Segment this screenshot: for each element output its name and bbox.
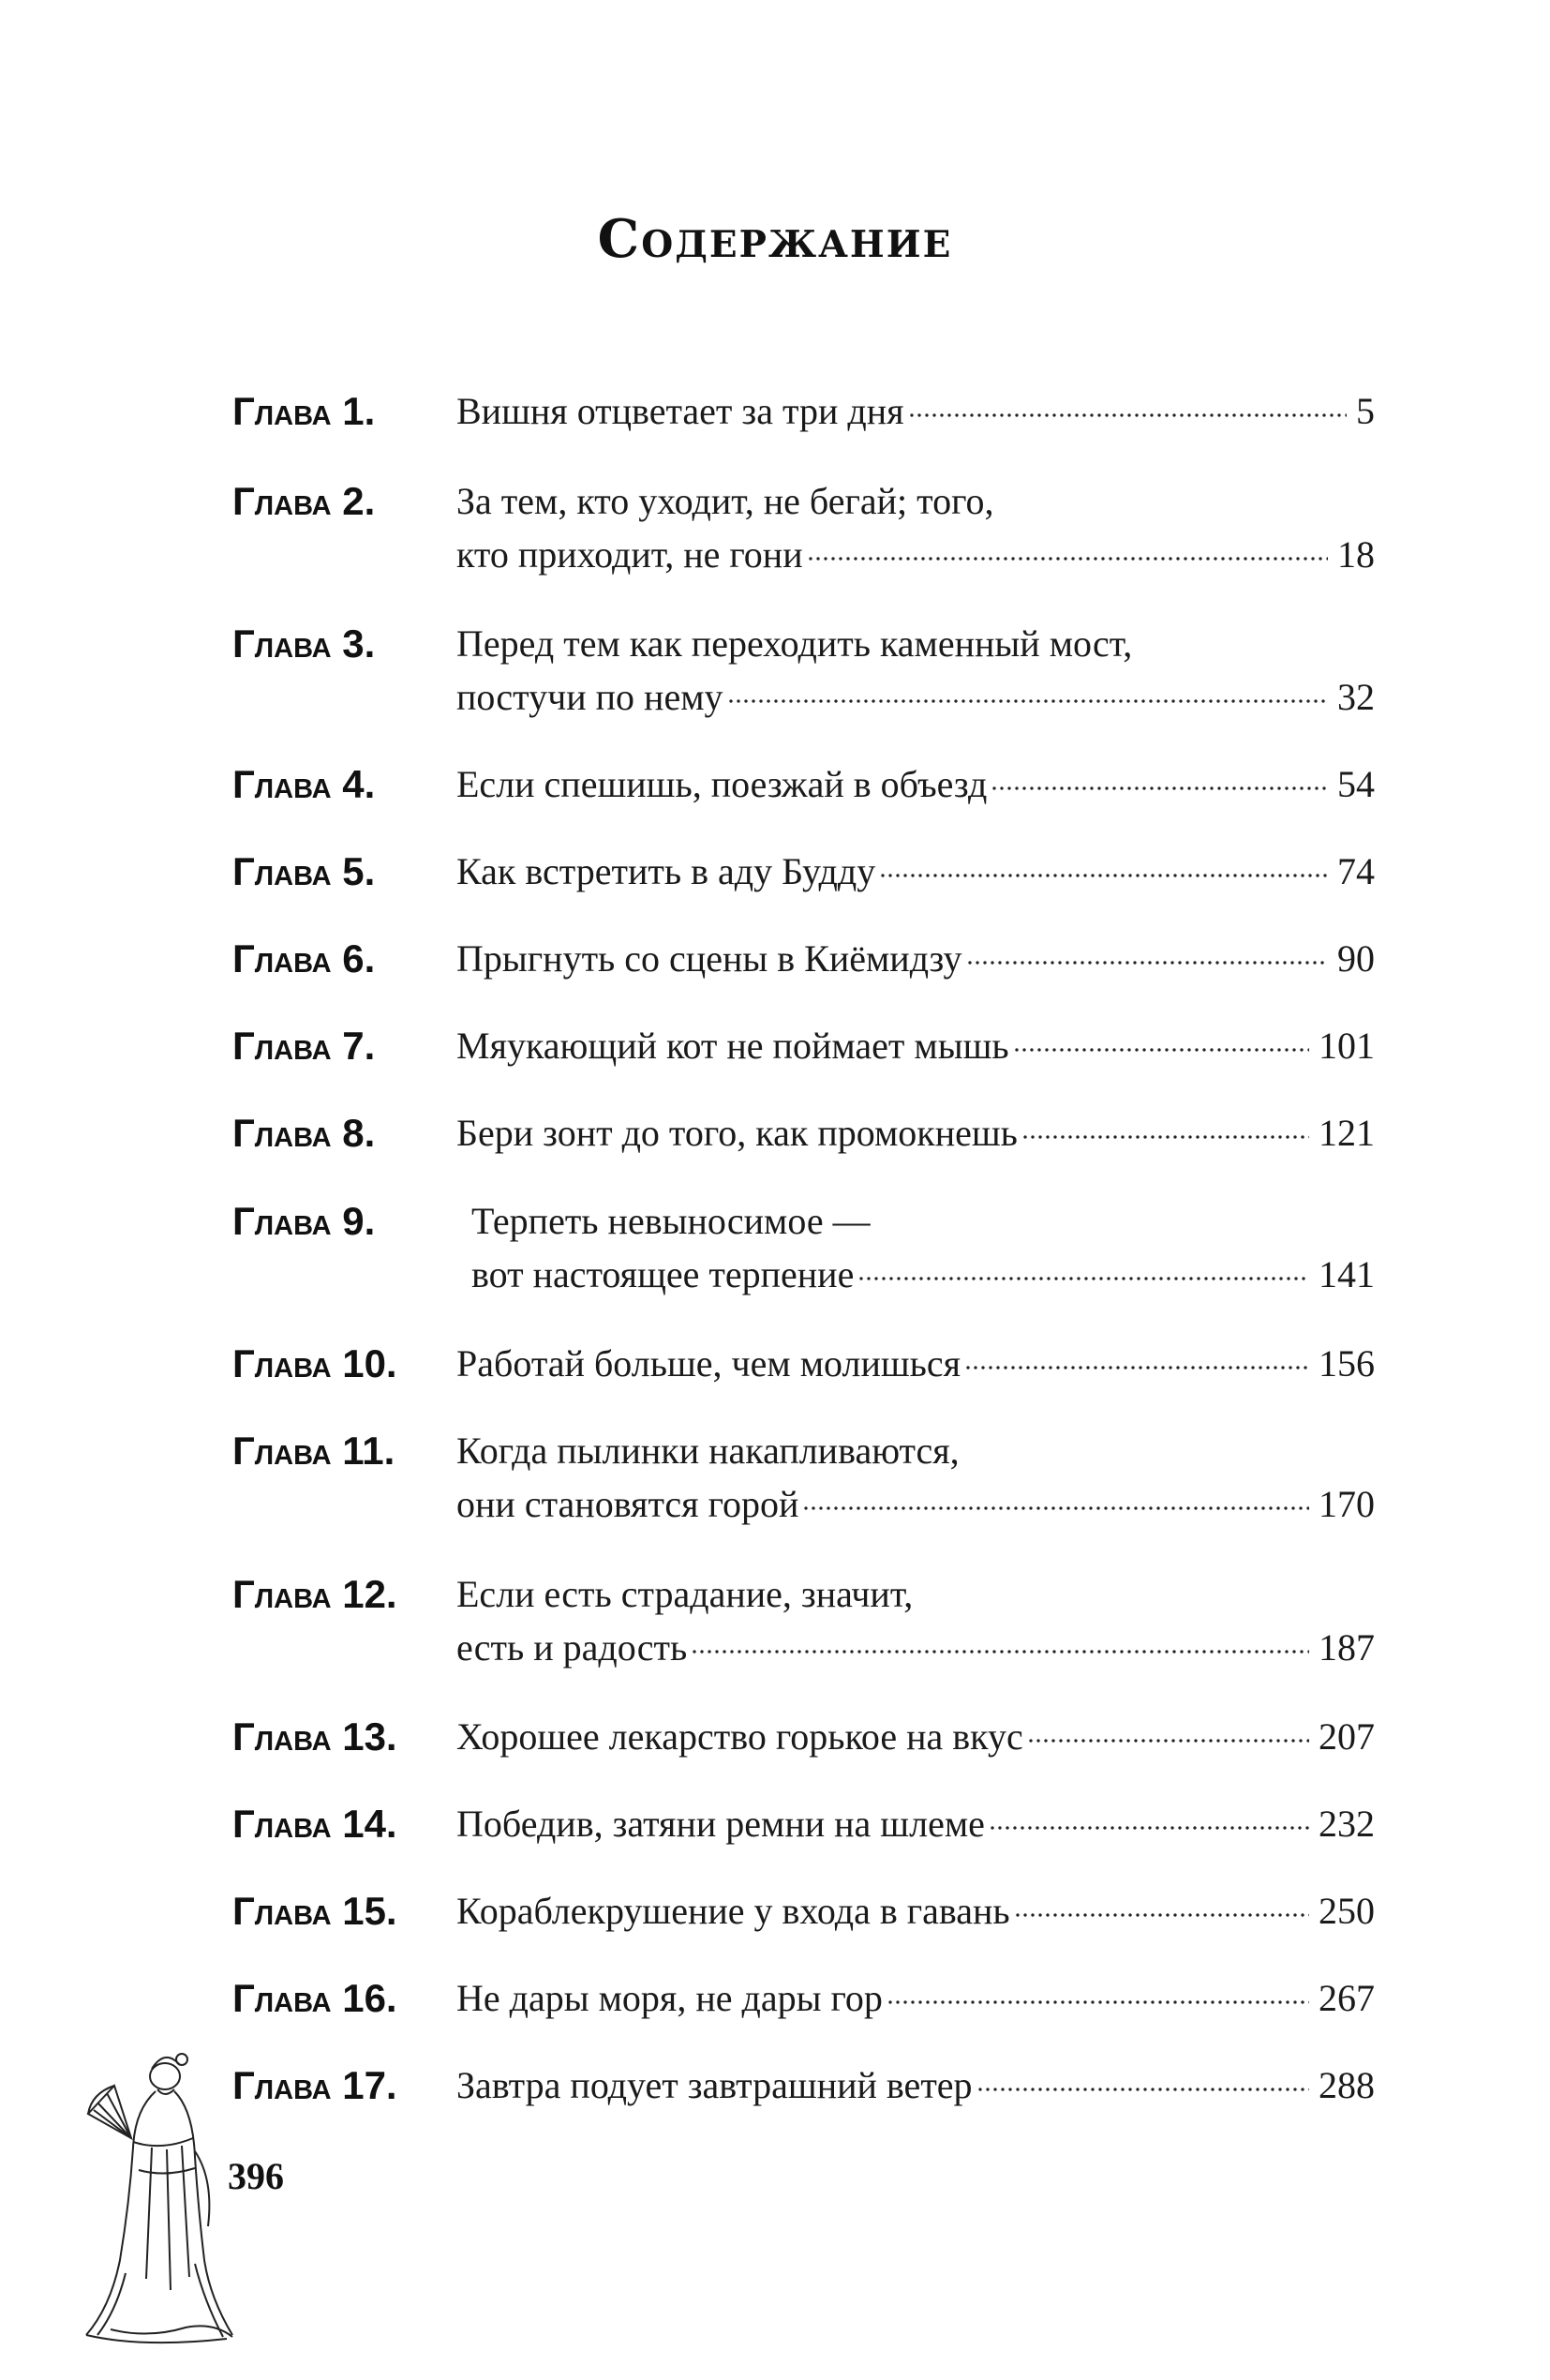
chapter-label: Глава 16. bbox=[232, 1976, 397, 2020]
chapter-page-number: 74 bbox=[1337, 850, 1375, 892]
chapter-title-last-line bbox=[456, 386, 1375, 437]
chapter-page-number: 90 bbox=[1337, 937, 1375, 980]
chapter-title-text: Перед тем как переходить каменный мост, bbox=[456, 622, 1133, 665]
chapter-title-text: Работай больше, чем молишься bbox=[456, 1342, 961, 1385]
dot-leader bbox=[879, 871, 1328, 880]
chapter-label: Глава 14. bbox=[232, 1802, 397, 1846]
chapter-title-text: Кораблекрушение у входа в гавань bbox=[456, 1890, 1010, 1932]
chapter-title-last-line bbox=[456, 1479, 1375, 1530]
chapter-page-number: 267 bbox=[1319, 1977, 1375, 2019]
chapter-title-text: Если есть страдание, значит, bbox=[456, 1573, 914, 1615]
dot-leader bbox=[887, 1998, 1309, 2007]
page-number: 396 bbox=[228, 2155, 284, 2197]
dot-leader bbox=[857, 1274, 1309, 1283]
chapter-title-last-line bbox=[456, 759, 1375, 810]
chapter-title-text: Хорошее лекарство горькое на вкус bbox=[456, 1715, 1023, 1758]
chapter-page-number: 207 bbox=[1319, 1715, 1375, 1758]
chapter-title-text: Вишня отцветает за три дня bbox=[456, 390, 904, 432]
chapter-title-text: есть и радость bbox=[456, 1626, 688, 1669]
chapter-label: Глава 2. bbox=[232, 479, 376, 523]
chapter-title-text: Когда пылинки накапливаются, bbox=[456, 1429, 960, 1472]
chapter-label: Глава 6. bbox=[232, 936, 376, 980]
chapter-title-last-line bbox=[456, 2060, 1375, 2111]
chapter-page-number: 18 bbox=[1337, 533, 1375, 576]
chapter-title-last-line bbox=[456, 1623, 1375, 1673]
chapter-title-last-line bbox=[456, 934, 1375, 984]
chapter-label: Глава 10. bbox=[232, 1341, 397, 1385]
page-title: Содержание bbox=[597, 208, 953, 270]
chapter-label: Глава 11. bbox=[232, 1429, 395, 1473]
dot-leader bbox=[964, 1363, 1309, 1372]
dot-leader bbox=[966, 958, 1329, 967]
chapter-label: Глава 12. bbox=[232, 1572, 397, 1616]
chapter-page-number: 54 bbox=[1337, 763, 1375, 805]
chapter-page-number: 187 bbox=[1319, 1626, 1375, 1669]
chapter-title-last-line bbox=[456, 672, 1375, 723]
chapter-page-number: 170 bbox=[1319, 1483, 1375, 1525]
chapter-title-last-line bbox=[456, 1339, 1375, 1389]
chapter-title-text: Победив, затяни ремни на шлеме bbox=[456, 1803, 985, 1845]
dot-leader bbox=[908, 411, 1348, 420]
chapter-label: Глава 15. bbox=[232, 1889, 397, 1933]
chapter-page-number: 32 bbox=[1337, 676, 1375, 718]
chapter-title-last-line bbox=[456, 1799, 1375, 1849]
chapter-title-text: кто приходит, не гони bbox=[456, 533, 803, 576]
chapter-title-last-line bbox=[456, 1973, 1375, 2024]
chapter-title-text: За тем, кто уходит, не бегай; того, bbox=[456, 480, 994, 522]
chapter-title-text: Мяукающий кот не поймает мышь bbox=[456, 1025, 1009, 1067]
chapter-label: Глава 13. bbox=[232, 1714, 397, 1759]
chapter-label: Глава 9. bbox=[232, 1199, 376, 1243]
chapter-label: Глава 3. bbox=[232, 621, 376, 666]
dot-leader bbox=[991, 784, 1328, 793]
chapter-title-text: Терпеть невыносимое — bbox=[471, 1200, 871, 1242]
chapter-page-number: 250 bbox=[1319, 1890, 1375, 1932]
chapter-title-text: Прыгнуть со сцены в Киёмидзу bbox=[456, 937, 962, 980]
chapter-title-line bbox=[456, 1426, 1375, 1476]
chapter-title-last-line bbox=[456, 1712, 1375, 1762]
chapter-title-last-line bbox=[456, 1021, 1375, 1071]
chapter-title-line bbox=[456, 476, 1375, 527]
chapter-title-text: Бери зонт до того, как промокнешь bbox=[456, 1112, 1018, 1154]
chapter-title-last-line bbox=[456, 530, 1375, 580]
chapter-label: Глава 17. bbox=[232, 2063, 397, 2107]
chapter-page-number: 5 bbox=[1356, 390, 1375, 432]
dot-leader bbox=[807, 554, 1328, 563]
chapter-label: Глава 4. bbox=[232, 762, 376, 806]
chapter-title-line bbox=[471, 1196, 1375, 1247]
dot-leader bbox=[1027, 1736, 1309, 1745]
chapter-label: Глава 5. bbox=[232, 849, 376, 893]
chapter-title-text: вот настоящее терпение bbox=[471, 1253, 855, 1295]
chapter-title-text: Как встретить в аду Будду bbox=[456, 850, 876, 892]
chapter-title-last-line bbox=[471, 1250, 1375, 1300]
dot-leader bbox=[727, 696, 1328, 706]
chapter-label: Глава 1. bbox=[232, 389, 376, 433]
chapter-title-last-line bbox=[456, 1886, 1375, 1937]
chapter-page-number: 101 bbox=[1319, 1025, 1375, 1067]
chapter-title-text: Не дары моря, не дары гор bbox=[456, 1977, 883, 2019]
chapter-title-text: Завтра подует завтрашний ветер bbox=[456, 2064, 973, 2106]
chapter-page-number: 141 bbox=[1319, 1253, 1375, 1295]
chapter-page-number: 156 bbox=[1319, 1342, 1375, 1385]
chapter-title-last-line bbox=[456, 1108, 1375, 1159]
chapter-page-number: 121 bbox=[1319, 1112, 1375, 1154]
dot-leader bbox=[1021, 1132, 1309, 1142]
chapter-title-text: Если спешишь, поезжай в объезд bbox=[456, 763, 988, 805]
chapter-title-line bbox=[456, 1569, 1375, 1620]
chapter-title-last-line bbox=[456, 846, 1375, 897]
dot-leader bbox=[802, 1504, 1309, 1513]
geisha-with-fan-illustration bbox=[54, 2048, 251, 2348]
dot-leader bbox=[989, 1823, 1309, 1833]
dot-leader bbox=[976, 2085, 1309, 2094]
chapter-title-text: постучи по нему bbox=[456, 676, 723, 718]
dot-leader bbox=[1013, 1045, 1309, 1055]
chapter-page-number: 288 bbox=[1319, 2064, 1375, 2106]
chapter-title-text: они становятся горой bbox=[456, 1483, 799, 1525]
chapter-label: Глава 8. bbox=[232, 1111, 376, 1155]
chapter-title-line bbox=[456, 619, 1375, 669]
dot-leader bbox=[1014, 1910, 1309, 1920]
dot-leader bbox=[691, 1647, 1309, 1656]
chapter-label: Глава 7. bbox=[232, 1024, 376, 1068]
chapter-page-number: 232 bbox=[1319, 1803, 1375, 1845]
